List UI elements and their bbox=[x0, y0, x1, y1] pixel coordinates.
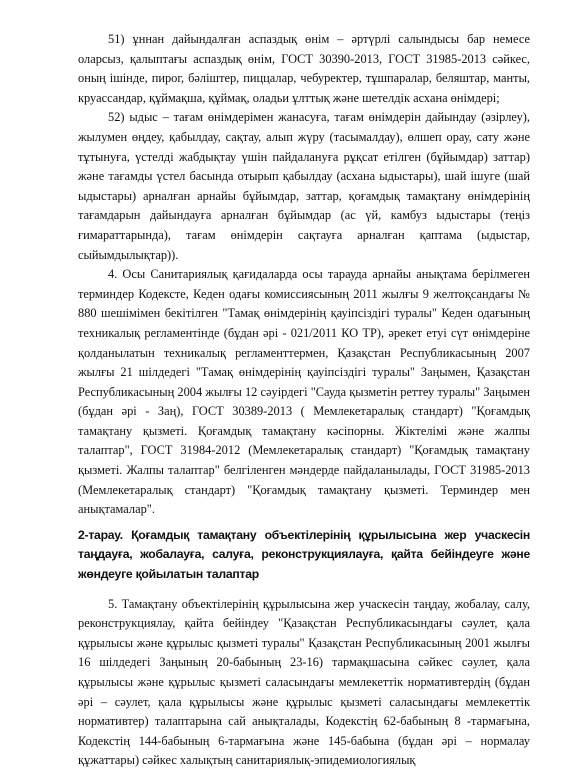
section-heading: 2-тарау. Қоғамдық тамақтану объектілерінің құрылысына жер учаскесін таңдауға, жобалауға, салуға, реконструкциялауға, қайта бейіндеуге және жөндеуге қойылатын талаптар bbox=[78, 527, 530, 582]
paragraph-51: 51) ұннан дайындалған аспаздық өнім – әртүрлі салындысы бар немесе оларсыз, қалыптағы аспаздық өнім, ГОСТ 30390-2013, ГОСТ 31985-2013 сәйкес, оның ішінде, пирог, бәліштер, пиццалар, чебуректер, тұшпаралар, беляштар, манты, круассандар, құймақша, құймақ, оладьи ұлттық және шетелдік асхана өнімдері; bbox=[78, 32, 530, 105]
paragraph-4: 4. Осы Санитариялық қағидаларда осы тарауда арнайы анықтама берілмеген терминдер Кодексте, Кеден одағы комиссиясының 2011 жылғы 9 желтоқсандағы № 880 шешімімен бекітілген "Тамақ өнімдерінің қауіпсіздігі туралы" Кеден одағының техникалық регламентінде (бұдан әрі - 021/2011 КО ТР), әрекет етуі сүт өнімдеріне қолданылатын техникалық регламенттермен, Қазақстан Республикасының 2007 жылғы 21 шілдедегі "Тамақ өнімдерінің қауіпсіздігі туралы" Заңымен, Қазақстан Республикасының 2004 жылғы 12 сәуірдегі "Сауда қызметін реттеу туралы" Заңымен (бұдан әрі - Заң), ГОСТ 30389-2013 ( Мемлекетаралық стандарт) "Қоғамдық тамақтану қызметі. Қоғамдық тамақтану кәсіпорны. Жіктелімі және жалпы талаптар", ГОСТ 31984-2012 (Мемлекетаралық стандарт) "Қоғамдық тамақтану қызметі. Жалпы талаптар" белгіленген мәндерде пайдаланылады, ГОСТ 31985-2013 (Мемлекетаралық стандарт) "Қоғамдық тамақтану қызметі. Терминдер мен анықтамалар". bbox=[78, 267, 530, 517]
paragraph-52: 52) ыдыс – тағам өнімдерімен жанасуға, тағам өнімдерін дайындау (әзірлеу), жылумен өңдеу, қабылдау, сақтау, алып жүру (тасымалдау), өлшеп орау, сату және тұтынуға, үстелді жабдықтау үшін пайдалануға рұқсат етілген (бұйымдар) заттар) және тағамды үстел басында отырып қабылдау (асхана ыдыстары), шай ішуге (шай ыдыстары) арналған арнайы бұйымдар, заттар, қоғамдық тамақтану өнімдерінің тағамдарын дайындауға арналған бұйымдар (ас үй, камбуз ыдыстары (теңіз ғимараттарында), тағам өнімдерін сақтауға арналған қаптама (ыдыстар, сыйымдылықтар)). bbox=[78, 110, 530, 262]
paragraph-5: 5. Тамақтану объектілерінің құрылысына жер учаскесін таңдау, жобалау, салу, реконструкциялау, қайта бейіндеу "Қазақстан Республикасындағы сәулет, қала құрылысы және құрылыс қызметі туралы" Қазақстан Республикасының 2001 жылғы 16 шілдедегі Заңының 20-бабының 23-16) тармақшасына сәйкес сәулет, қала құрылысы және құрылыс қызметі саласындағы мемлекеттік нормативтердің (бұдан әрі – сәулет, қала құрылысы және құрылыс қызметі саласындағы мемлекеттік нормативтер) талаптарына сай анықталады, Кодекстің 62-бабының 8 -тармағына, Кодекстің 144-бабының 6-тармағына және 145-бабына (бұдан әрі – нормалау құжаттары) сәйкес халықтың санитариялық-эпидемиологиялық bbox=[78, 596, 530, 768]
